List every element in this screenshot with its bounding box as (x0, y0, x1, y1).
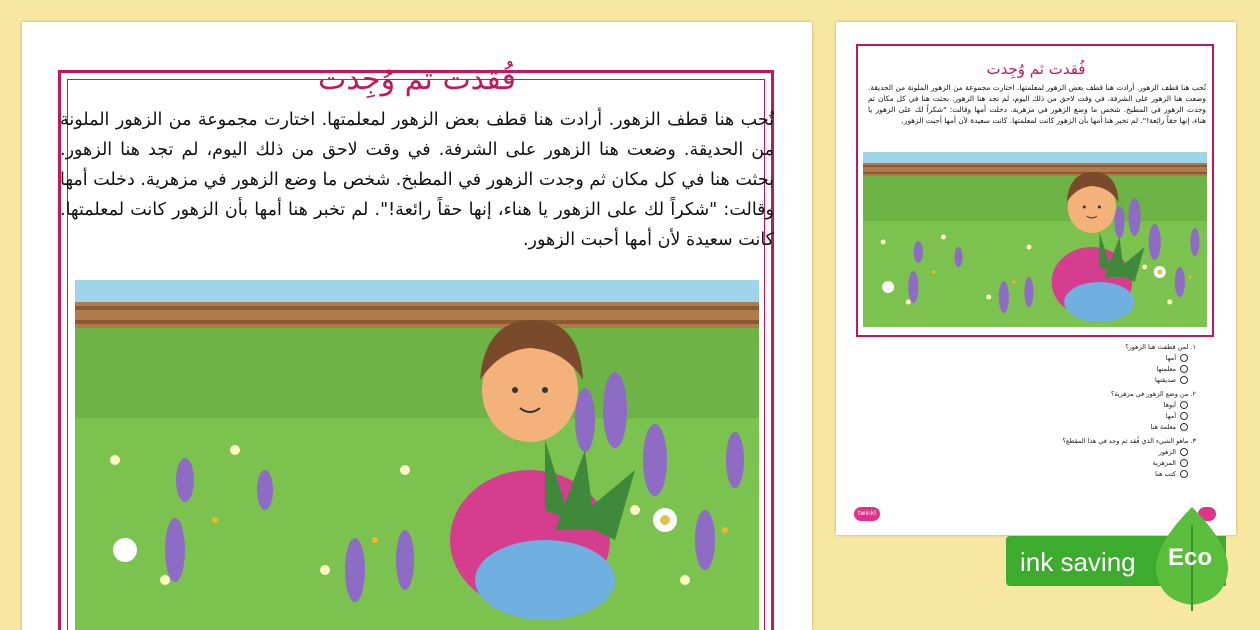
option-radio[interactable]: أمها (936, 353, 1188, 362)
option-radio[interactable]: كتب هنا (936, 469, 1188, 478)
question-list (936, 337, 1196, 478)
option-radio[interactable]: أبوها (936, 400, 1188, 409)
twinkl-logo: twinkl (854, 507, 880, 521)
option-radio[interactable]: صديقتها (936, 375, 1188, 384)
preview-page (836, 22, 1236, 535)
option-radio[interactable]: الزهور (936, 447, 1188, 456)
question-3: ٣. ماهو الشيء الذي فُقد ثم وجد في هذا المقطع؟ الزهور المزهرية كتب هنا (936, 437, 1196, 478)
option-radio[interactable]: المزهرية (936, 458, 1188, 467)
question-1: ١. لمن قطفت هنا الزهور؟ أمها معلمتها صديقتها (936, 343, 1196, 384)
question-2: ٢. من وضع الزهور في مزهرية؟ أبوها أمها معلمة هنا (936, 390, 1196, 431)
worksheet-title: فُقدت ثم وُجِدت (318, 62, 516, 97)
garden-illustration (75, 280, 759, 630)
ink-saving-label: ink saving (1020, 547, 1136, 577)
option-radio[interactable]: معلمتها (936, 364, 1188, 373)
preview-story-text: تُحب هنا قطف الزهور. أرادت هنا قطف بعض الزهور لمعلمتها. اختارت مجموعة من الزهور الملونة من الحديقة. وضعت هنا الزهور على الشرفة. في وقت لاحق من ذلك اليوم، لم تجد هنا الزهور. بحثت هنا في كل مكان ثم وجدت الزهور في المطبخ. شخص ما وضع الزهور في مزهرية. دخلت أمها وقالت: "شكراً لك على الزهور يا هناء، إنها حقاً رائعة!". لم تخبر هنا أمها بأن الزهور كانت لمعلمتها. كانت سعيدة لأن أمها أحبت الزهور. (868, 83, 1206, 125)
option-radio[interactable]: أمها (936, 411, 1188, 420)
eco-label: Eco (1168, 544, 1213, 571)
worksheet-page (22, 22, 812, 630)
preview-illustration (863, 152, 1207, 327)
option-radio[interactable]: معلمة هنا (936, 422, 1188, 431)
preview-title: فُقدت ثم وُجِدت (986, 60, 1086, 78)
story-text: تُحب هنا قطف الزهور. أرادت هنا قطف بعض الزهور لمعلمتها. اختارت مجموعة من الزهور الملونة من الحديقة. وضعت هنا الزهور على الشرفة. في وقت لاحق من ذلك اليوم، لم تجد هنا الزهور. بحثت هنا في كل مكان ثم وجدت الزهور في المطبخ. شخص ما وضع الزهور في مزهرية. دخلت أمها وقالت: "شكراً لك على الزهور يا هناء، إنها حقاً رائعة!". لم تخبر هنا أمها بأن الزهور كانت لمعلمتها. كانت سعيدة لأن أمها أحبت الزهور. (60, 110, 774, 250)
